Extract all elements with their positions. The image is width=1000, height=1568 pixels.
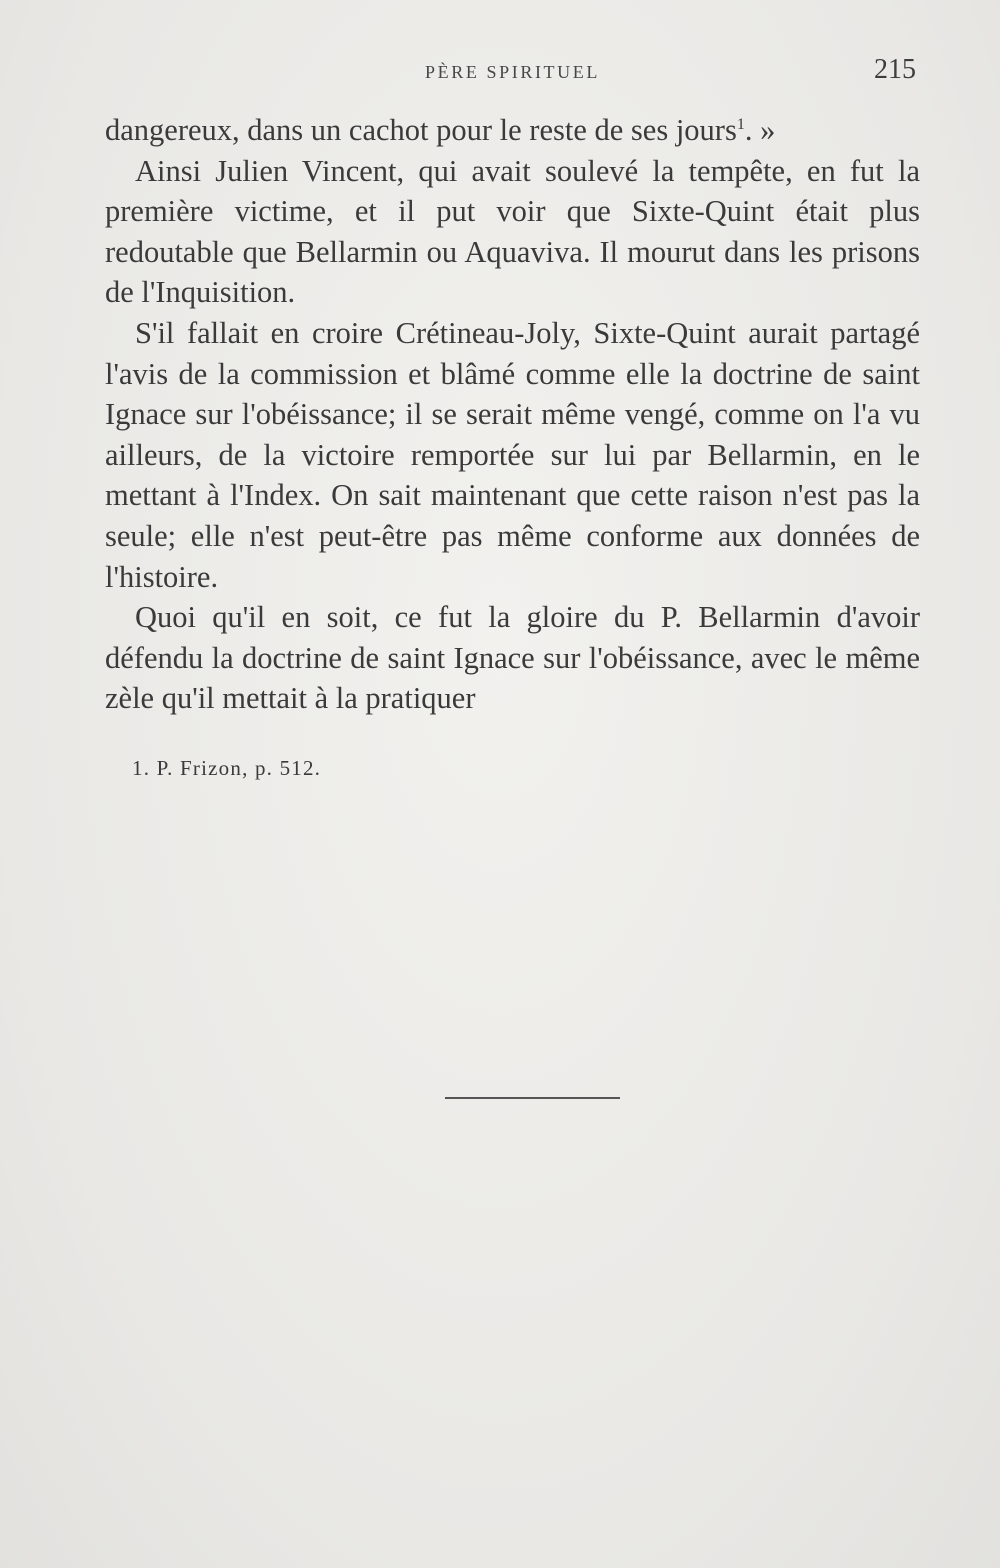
footnote-reference: 1 (736, 115, 745, 133)
body-text (105, 110, 920, 719)
paragraph-4: Quoi qu'il en soit, ce fut la gloire du P. Bellarmin d'avoir défendu la doctrine de saint Ignace sur l'obéissance, avec le même zèle qu'il mettait à la pratiquer (105, 600, 920, 716)
page-header (105, 52, 920, 92)
paragraph-3: S'il fallait en croire Crétineau-Joly, Sixte-Quint aurait partagé l'avis de la commission et blâmé comme elle la doctrine de saint Ignace sur l'obéissance; il se serait même vengé, comme on l'a vu ailleurs, de la victoire remportée sur lui par Bellarmin, en le mettant à l'Index. On sait maintenant que cette raison n'est pas la seule; elle n'est peut-être pas même conforme aux données de l'histoire. (105, 315, 920, 594)
footnote: 1. P. Frizon, p. 512. (132, 756, 322, 780)
paragraph-2: Ainsi Julien Vincent, qui avait soulevé la tempête, en fut la première victime, et il put voir que Sixte-Quint était plus redoutable que Bellarmin ou Aquaviva. Il mourut dans les prisons de l'Inquisition. (105, 153, 920, 310)
end-rule (445, 1097, 620, 1099)
running-title: PÈRE SPIRITUEL (425, 62, 600, 82)
paragraph-1 (105, 110, 920, 151)
paragraph-1-end: . » (744, 113, 776, 147)
paragraph-1-text: dangereux, dans un cachot pour le reste de ses jours (105, 113, 737, 147)
page-number: 215 (874, 54, 916, 85)
